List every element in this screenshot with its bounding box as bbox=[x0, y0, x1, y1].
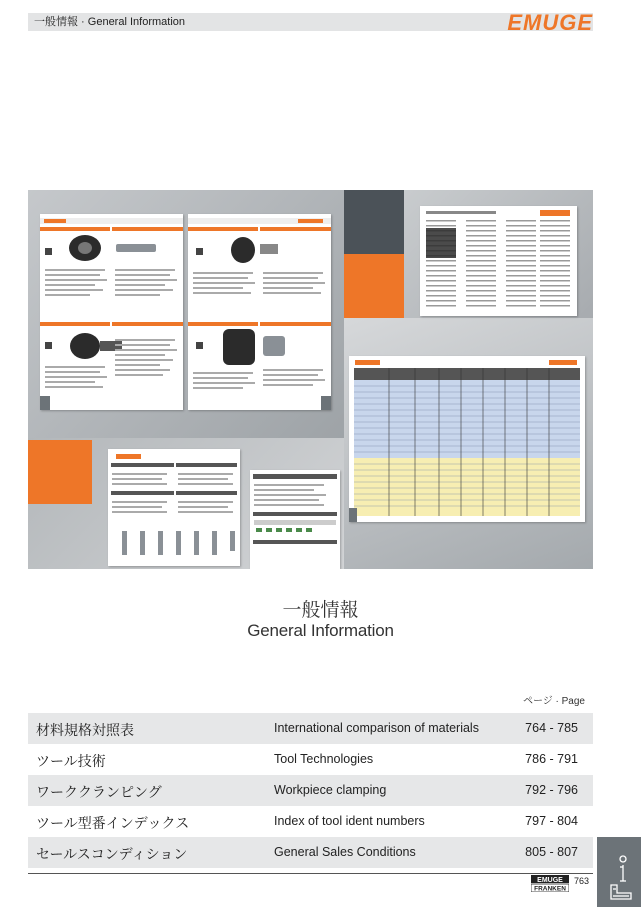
table-row[interactable] bbox=[28, 744, 593, 775]
table-row[interactable] bbox=[28, 775, 593, 806]
emuge-logo bbox=[465, 10, 595, 34]
row-title-english: General Sales Conditions bbox=[274, 845, 416, 859]
row-page-range: 805 - 807 bbox=[525, 845, 578, 859]
info-icon bbox=[597, 837, 641, 907]
contents-table bbox=[28, 713, 593, 868]
emuge-franken-logo bbox=[531, 875, 569, 892]
catalog-page-thumbnail bbox=[250, 470, 340, 569]
row-title-japanese: 材料規格対照表 bbox=[36, 723, 134, 739]
orange-square-right bbox=[344, 254, 404, 318]
catalog-page-thumbnail bbox=[188, 214, 331, 410]
footer-logo-bottom: FRANKEN bbox=[534, 885, 566, 892]
table-row[interactable] bbox=[28, 806, 593, 837]
page-column-header: ページ · Page bbox=[522, 696, 585, 707]
footer-logo-top: EMUGE bbox=[537, 877, 563, 884]
catalog-page-thumbnail bbox=[40, 214, 183, 410]
row-title-english: Index of tool ident numbers bbox=[274, 814, 425, 828]
row-page-range: 786 - 791 bbox=[525, 752, 578, 766]
row-title-english: International comparison of materials bbox=[274, 721, 479, 735]
row-title-english: Tool Technologies bbox=[274, 752, 374, 766]
row-page-range: 764 - 785 bbox=[525, 721, 578, 735]
row-title-english: Workpiece clamping bbox=[274, 783, 387, 797]
row-title-japanese: ツール型番インデックス bbox=[36, 816, 190, 832]
emuge-logo-text: EMUGE bbox=[507, 10, 593, 34]
page-number: 763 bbox=[574, 876, 590, 886]
section-tab[interactable] bbox=[597, 837, 641, 907]
dark-square bbox=[344, 190, 404, 254]
row-title-japanese: ワーククランピング bbox=[36, 785, 162, 801]
catalog-collage-image bbox=[28, 190, 593, 569]
row-page-range: 797 - 804 bbox=[525, 814, 578, 828]
table-row[interactable] bbox=[28, 713, 593, 744]
row-page-range: 792 - 796 bbox=[525, 783, 578, 797]
catalog-page-thumbnail bbox=[108, 449, 240, 566]
header-title: 一般情報 · General Information bbox=[34, 16, 185, 28]
row-title-japanese: セールスコンディション bbox=[36, 847, 188, 863]
table-row[interactable] bbox=[28, 837, 593, 868]
orange-square-left bbox=[28, 440, 92, 504]
bottom-divider bbox=[28, 873, 593, 874]
catalog-index-thumbnail bbox=[420, 206, 577, 316]
catalog-spreadsheet-thumbnail bbox=[349, 356, 585, 522]
section-title-japanese: 一般情報 bbox=[282, 599, 359, 621]
row-title-japanese: ツール技術 bbox=[36, 754, 106, 770]
section-title-english: General Information bbox=[247, 621, 394, 640]
